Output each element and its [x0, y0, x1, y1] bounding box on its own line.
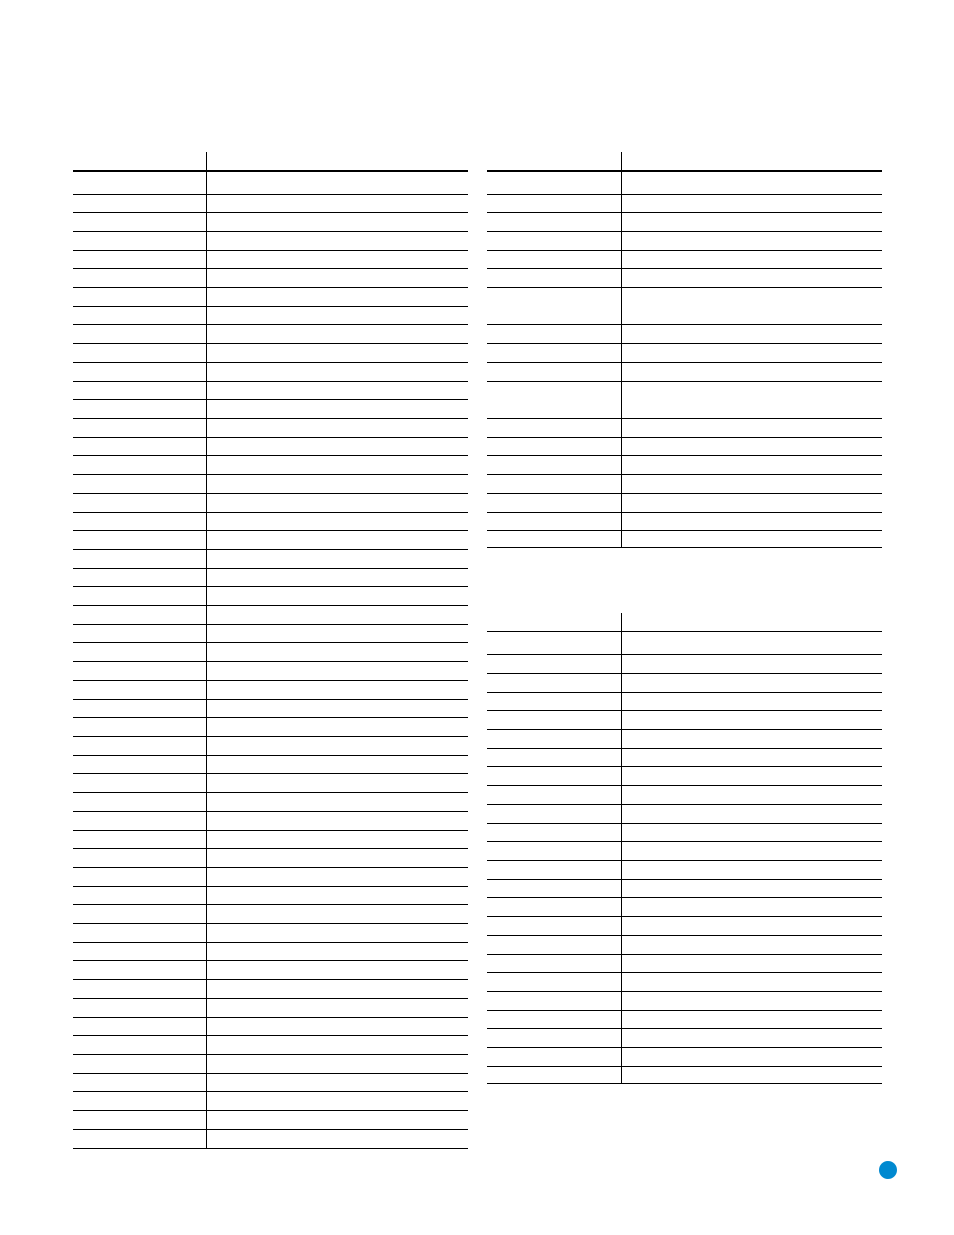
row-rule [487, 729, 882, 730]
row-rule [487, 991, 882, 992]
page-marker-dot [879, 1161, 897, 1179]
row-rule [487, 1066, 882, 1067]
row-rule [73, 268, 468, 269]
row-rule [487, 212, 882, 213]
row-rule [73, 755, 468, 756]
column-divider [621, 613, 622, 1083]
row-rule [487, 710, 882, 711]
row-rule [487, 437, 882, 438]
row-rule [73, 1091, 468, 1092]
row-rule [487, 972, 882, 973]
row-rule [73, 773, 468, 774]
row-rule [487, 935, 882, 936]
row-rule [487, 493, 882, 494]
row-rule [73, 194, 468, 195]
row-rule [487, 823, 882, 824]
header-rule [73, 170, 468, 172]
row-rule [73, 605, 468, 606]
row-rule [73, 455, 468, 456]
row-rule [487, 1083, 882, 1084]
row-rule [73, 212, 468, 213]
row-rule [73, 1110, 468, 1111]
row-rule [73, 549, 468, 550]
row-rule [73, 250, 468, 251]
row-rule [487, 841, 882, 842]
row-rule [73, 886, 468, 887]
row-rule [487, 418, 882, 419]
row-rule [73, 736, 468, 737]
right-top-table [487, 152, 882, 548]
row-rule [73, 530, 468, 531]
row-rule [73, 343, 468, 344]
row-rule [487, 673, 882, 674]
row-rule [73, 699, 468, 700]
row-rule [73, 306, 468, 307]
row-rule [73, 381, 468, 382]
row-rule [73, 586, 468, 587]
row-rule [73, 904, 468, 905]
row-rule [487, 1028, 882, 1029]
row-rule [73, 830, 468, 831]
row-rule [73, 287, 468, 288]
row-rule [487, 785, 882, 786]
row-rule [487, 474, 882, 475]
row-rule [73, 231, 468, 232]
row-rule [73, 642, 468, 643]
row-rule [73, 942, 468, 943]
right-bottom-table [487, 613, 882, 1084]
row-rule [487, 194, 882, 195]
row-rule [487, 324, 882, 325]
row-rule [487, 287, 882, 288]
row-rule [487, 692, 882, 693]
row-rule [73, 1054, 468, 1055]
row-rule [73, 792, 468, 793]
row-rule [487, 268, 882, 269]
row-rule [487, 954, 882, 955]
row-rule [487, 766, 882, 767]
row-rule [73, 680, 468, 681]
row-rule [73, 661, 468, 662]
row-rule [73, 979, 468, 980]
header-rule [487, 170, 882, 172]
row-rule [73, 512, 468, 513]
row-rule [73, 717, 468, 718]
row-rule [73, 1129, 468, 1130]
row-rule [487, 860, 882, 861]
row-rule [73, 399, 468, 400]
row-rule [73, 568, 468, 569]
row-rule [487, 381, 882, 382]
row-rule [73, 418, 468, 419]
row-rule [73, 1035, 468, 1036]
row-rule [73, 1148, 468, 1149]
row-rule [73, 624, 468, 625]
row-rule [73, 437, 468, 438]
row-rule [73, 1017, 468, 1018]
row-rule [487, 1010, 882, 1011]
row-rule [487, 547, 882, 548]
row-rule [73, 474, 468, 475]
left-table [73, 152, 468, 1149]
row-rule [487, 530, 882, 531]
row-rule [487, 250, 882, 251]
row-rule [487, 1047, 882, 1048]
row-rule [487, 916, 882, 917]
row-rule [73, 362, 468, 363]
row-rule [487, 455, 882, 456]
row-rule [487, 879, 882, 880]
row-rule [487, 343, 882, 344]
row-rule [73, 923, 468, 924]
row-rule [73, 867, 468, 868]
row-rule [73, 1073, 468, 1074]
row-rule [73, 998, 468, 999]
row-rule [487, 897, 882, 898]
row-rule [73, 960, 468, 961]
row-rule [487, 362, 882, 363]
row-rule [73, 811, 468, 812]
header-rule [487, 631, 882, 632]
row-rule [73, 848, 468, 849]
row-rule [73, 493, 468, 494]
row-rule [487, 748, 882, 749]
row-rule [487, 231, 882, 232]
row-rule [487, 804, 882, 805]
row-rule [487, 654, 882, 655]
row-rule [73, 324, 468, 325]
row-rule [487, 512, 882, 513]
